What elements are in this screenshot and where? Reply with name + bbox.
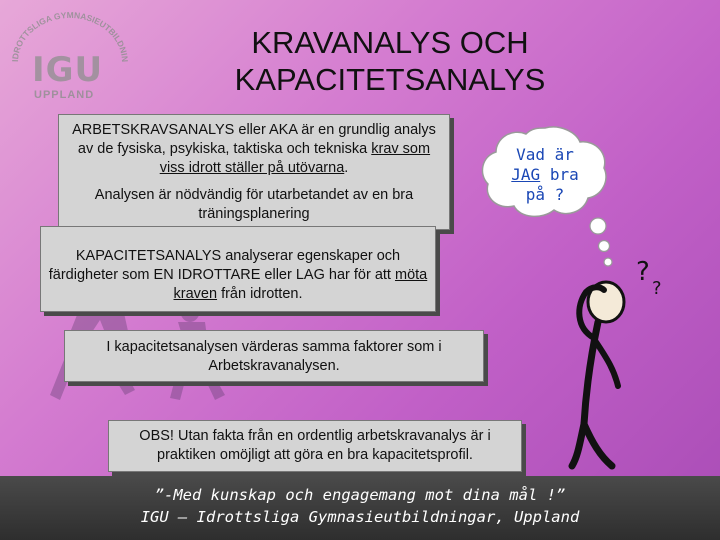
logo-word: IGU: [32, 50, 104, 90]
box2-text: KAPACITETSANALYS analyserar egenskaper och färdigheter som EN IDROTTARE eller LAG har för att: [48, 248, 401, 283]
igu-logo: [10, 10, 130, 100]
logo-arc-text: IDROTTSLIGA GYMNASIEUTBILDNIN: [10, 10, 130, 63]
box1-underlined-text: krav som viss idrott ställer på utövarna: [159, 141, 431, 176]
logo-bottom-text: UPPLAND: [34, 89, 95, 101]
box2-underlined-2: kraven: [173, 286, 218, 302]
box1-paragraph-1: [65, 121, 443, 178]
obs-box: OBS! Utan fakta från en ordentlig arbetskravanalys är i praktiken omöjligt att göra en bra kapacitetsprofil.: [108, 420, 522, 472]
svg-text:?: ?: [652, 278, 662, 299]
bubble-line-3: på ?: [525, 185, 565, 204]
box1-text: ARBETSKRAVSANALYS eller AKA är en grundlig analys av de fysiska, psykiska, taktiska och tekniska: [72, 122, 436, 157]
slide-title: [200, 24, 580, 98]
box2-text-end: från idrotten.: [217, 286, 303, 302]
footer-text: [0, 484, 720, 528]
box2-underlined-1: möta: [394, 267, 428, 283]
bubble-line-2-rest: bra: [540, 165, 579, 184]
footer-motto: ”-Med kunskap och engagemang mot dina mål !”: [154, 486, 566, 504]
thinking-person-icon: [520, 210, 700, 470]
bubble-text: [480, 145, 610, 205]
title-line-1: KRAVANALYS OCH: [251, 25, 529, 60]
svg-text:?: ?: [636, 257, 650, 287]
title-line-2: KAPACITETSANALYS: [234, 62, 546, 97]
bubble-line-1: Vad är: [516, 145, 574, 164]
vardering-box: I kapacitetsanalysen värderas samma faktorer som i Arbetskravanalysen.: [64, 330, 484, 382]
footer-organization: IGU – Idrottsliga Gymnasieutbildningar, Uppland: [140, 508, 580, 526]
box1-text-end: .: [344, 160, 349, 176]
box1-paragraph-2: Analysen är nödvändig för utarbetandet av en bra träningsplanering: [94, 187, 414, 222]
arbetskravsanalys-box: [58, 114, 450, 230]
bubble-line-2: [480, 165, 610, 185]
bubble-underlined-word: JAG: [511, 165, 541, 184]
kapacitetsanalys-box: [40, 226, 436, 312]
